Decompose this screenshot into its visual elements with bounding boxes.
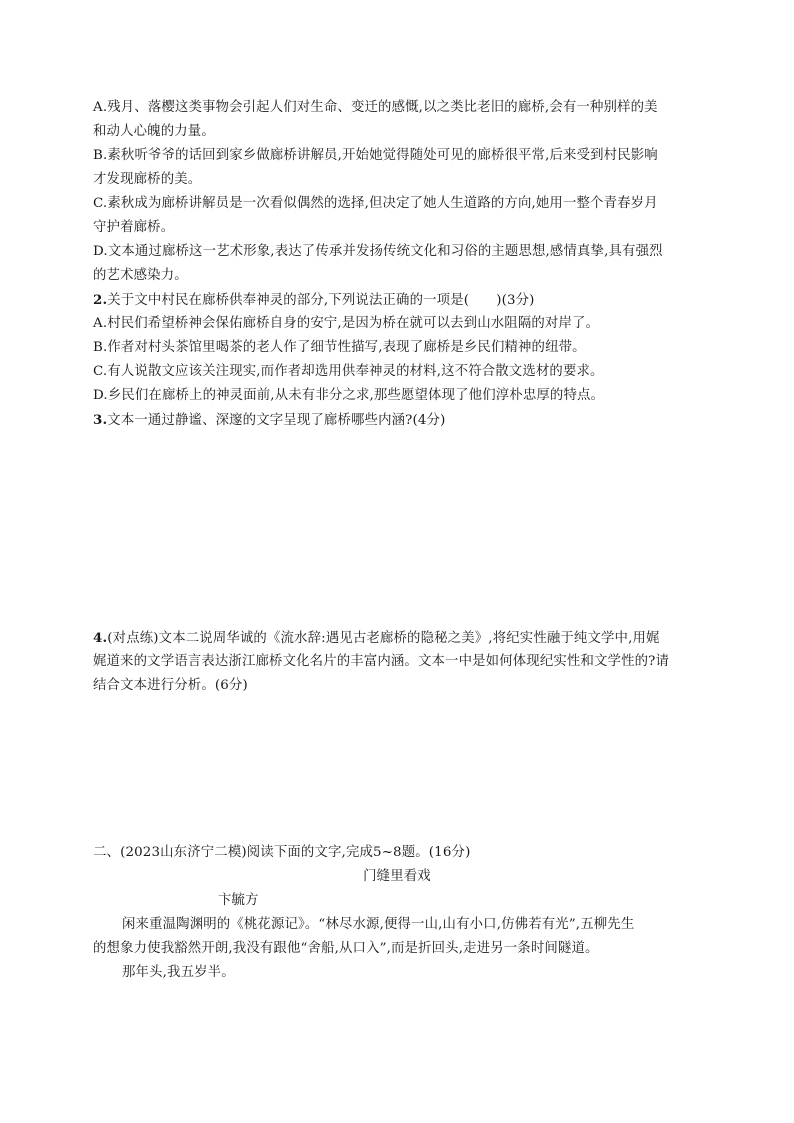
- q1-option-c-line1: C.素秋成为廊桥讲解员是一次看似偶然的选择,但决定了她人生道路的方向,她用一整个青春岁月: [93, 196, 658, 211]
- q2-number: 2.: [93, 292, 108, 308]
- q2-option-b: B.作者对村头茶馆里喝茶的老人作了细节性描写,表现了廊桥是乡民们精神的纽带。: [93, 340, 586, 355]
- paragraph-1-line2: 的想象力使我豁然开朗,我没有跟他“舍船,从口入”,而是折回头,走进另一条时间隧道。: [93, 941, 599, 956]
- q2-option-a: A.村民们希望桥神会保佑廊桥自身的安宁,是因为桥在就可以去到山水阻隔的对岸了。: [93, 316, 600, 331]
- section2-heading: 二、(2023山东济宁二模)阅读下面的文字,完成5~8题。(16分): [93, 845, 471, 860]
- article-title: 门缝里看戏: [363, 869, 431, 884]
- q4-number: 4.: [93, 630, 108, 646]
- q1-option-b-line1: B.素秋听爷爷的话回到家乡做廊桥讲解员,开始她觉得随处可见的廊桥很平常,后来受到村民影响: [93, 148, 658, 163]
- q1-option-a-line1: A.残月、落樱这类事物会引起人们对生命、变迁的感慨,以之类比老旧的廊桥,会有一种别样的美: [93, 100, 658, 115]
- q2-stem: [93, 292, 535, 309]
- q4-line1-text: (对点练)文本二说周华诚的《流水辞:遇见古老廊桥的隐秘之美》,将纪实性融于纯文学中,用娓: [107, 631, 660, 646]
- q2-stem-text: 关于文中村民在廊桥供奉神灵的部分,下列说法正确的一项是( )(3分): [107, 293, 535, 308]
- q1-option-c-line2: 守护着廊桥。: [93, 220, 175, 235]
- q4-line1: [93, 630, 660, 647]
- paragraph-1-line1: 闲来重温陶渊明的《桃花源记》。“林尽水源,便得一山,山有小口,仿佛若有光”,五柳先生: [122, 917, 635, 932]
- q1-option-d-line2: 的艺术感染力。: [93, 268, 188, 283]
- q3-number: 3.: [93, 412, 108, 428]
- q1-option-a-line2: 和动人心魄的力量。: [93, 124, 215, 139]
- q1-option-d-line1: D.文本通过廊桥这一艺术形象,表达了传承并发扬传统文化和习俗的主题思想,感情真挚,具有强烈: [93, 244, 663, 259]
- q3-stem: [93, 412, 445, 429]
- q2-option-d: D.乡民们在廊桥上的神灵面前,从未有非分之求,那些愿望体现了他们淳朴忠厚的特点。: [93, 388, 605, 403]
- q4-line3: 结合文本进行分析。(6分): [93, 678, 248, 693]
- q4-line2: 娓道来的文学语言表达浙江廊桥文化名片的丰富内涵。文本一中是如何体现纪实性和文学性的?请: [93, 654, 670, 669]
- q1-option-b-line2: 才发现廊桥的美。: [93, 172, 202, 187]
- q2-option-c: C.有人说散文应该关注现实,而作者却选用供奉神灵的材料,这不符合散文选材的要求。: [93, 364, 604, 379]
- article-author: 卞毓方: [218, 893, 259, 908]
- q3-stem-text: 文本一通过静谧、深邃的文字呈现了廊桥哪些内涵?(4分): [107, 413, 446, 428]
- paragraph-2: 那年头,我五岁半。: [122, 965, 235, 980]
